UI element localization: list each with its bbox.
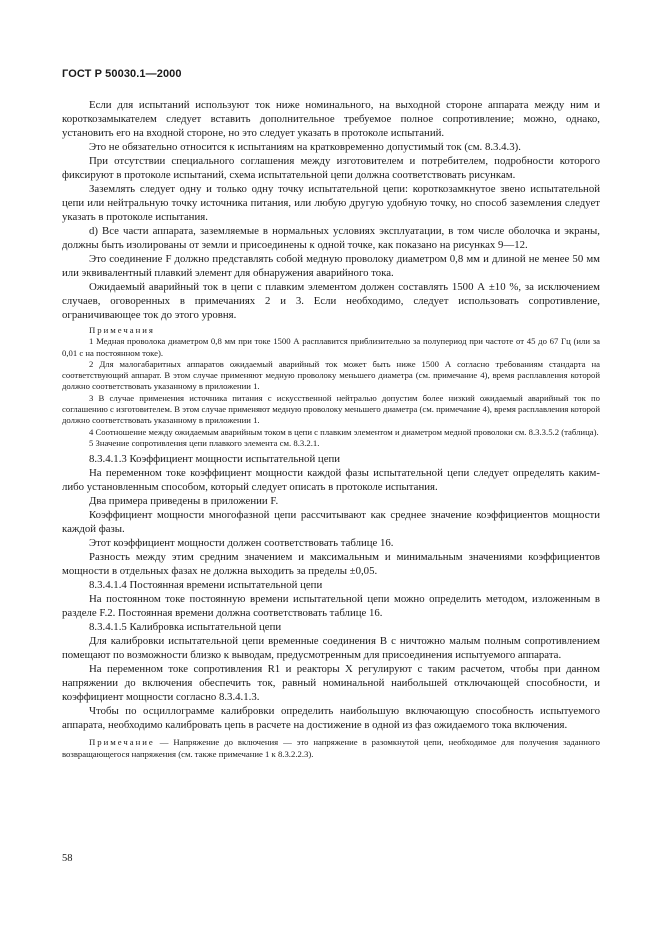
- paragraph: Ожидаемый аварийный ток в цепи с плавким элементом должен составлять 1500 А ±10 %, за исключением случаев, оговоренных в примечаниях 2 и 3. Если необходимо, следует использовать сопротивление, ограничивающее ток до этого уровня.: [62, 281, 600, 321]
- note-item: 3 В случае применения источника питания с искусственной нейтралью допустим более низкий ожидаемый аварийный ток по соглашению с изготовителем. В этом случае применяют медную проволоку меньшего диаметра (см. примечание 4), время расплавления которой должно соответствовать указанному в приложении 1.: [62, 392, 600, 426]
- document-header: ГОСТ Р 50030.1—2000: [62, 68, 182, 80]
- paragraph: На переменном токе сопротивления R1 и реакторы X регулируют с таким расчетом, чтобы при данном напряжении до включения обеспечить ток, равный номинальной наибольшей отключающей способности, и коэффициент мощности согласно 8.3.4.1.3.: [62, 663, 600, 704]
- paragraph: Разность между этим средним значением и максимальным и минимальным значениями коэффициентов мощности в отдельных фазах не должна выходить за пределы ±0,05.: [62, 551, 600, 578]
- section-heading: 8.3.4.1.5 Калибровка испытательной цепи: [89, 621, 282, 634]
- paragraph: Это не обязательно относится к испытаниям на кратковременно допустимый ток (см. 8.3.4.3).: [89, 141, 521, 153]
- paragraph: Чтобы по осциллограмме калибровки определить наибольшую включающую способность испытуемого аппарата, необходимо калибровать цепь в расчете на достижение в одной из фаз ожидаемого тока включения.: [62, 705, 600, 732]
- paragraph: При отсутствии специального соглашения между изготовителем и потребителем, подробности которого фиксируют в протоколе испытаний, схема испытательной цепи должна соответствовать рисункам.: [62, 155, 600, 181]
- note-item: 5 Значение сопротивления цепи плавкого элемента см. 8.3.2.1.: [89, 437, 320, 448]
- paragraph: Два примера приведены в приложении F.: [89, 495, 279, 508]
- note-item: 1 Медная проволока диаметром 0,8 мм при токе 1500 А расплавится приблизительно за полупериод при частоте от 45 до 67 Гц (или за 0,01 с на постоянном токе).: [62, 336, 600, 358]
- paragraph: Это соединение F должно представлять собой медную проволоку диаметром 0,8 мм и длиной не менее 50 мм или эквивалентный плавкий элемент для обнаружения аварийного тока.: [62, 253, 600, 279]
- paragraph: На переменном токе коэффициент мощности каждой фазы испытательной цепи следует определять каким-либо установленным способом, который следует описать в протоколе испытания.: [62, 467, 600, 494]
- paragraph: d) Все части аппарата, заземляемые в нормальных условиях эксплуатации, в том числе оболочка и экраны, должны быть изолированы от земли и присоединены к одной точке, как показано на рисунках 9—12.: [62, 225, 600, 251]
- page-number: 58: [62, 853, 73, 864]
- section-heading: 8.3.4.1.4 Постоянная времени испытательной цепи: [89, 579, 323, 592]
- section-heading: 8.3.4.1.3 Коэффициент мощности испытательной цепи: [89, 453, 341, 466]
- paragraph: Для калибровки испытательной цепи временные соединения В с ничтожно малым полным сопротивлением помещают по возможности близко к выводам, предусмотренным для присоединения испытуемого аппарата.: [62, 635, 600, 662]
- notes-heading: Примечания: [89, 325, 155, 335]
- final-note-label: Примечание: [89, 737, 155, 748]
- final-note-text: — Напряжение до включения — это напряжение в разомкнутой цепи, необходимое для получения заданного возвращающегося напряжения (см. также примечание 1 к 8.3.2.2.3).: [62, 737, 600, 759]
- note-item: 4 Соотношение между ожидаемым аварийным током в цепи с плавким элементом и диаметром медной проволоки см. 8.3.3.5.2 (таблица).: [89, 426, 599, 437]
- paragraph: Заземлять следует одну и только одну точку испытательной цепи: короткозамкнутое звено испытательной цепи или нейтральную точку источника питания, или любую другую удобную точку, но способ заземления следует указать в протоколе испытания.: [62, 183, 600, 223]
- paragraph: Этот коэффициент мощности должен соответствовать таблице 16.: [89, 537, 394, 550]
- final-note: [62, 737, 600, 760]
- paragraph: Коэффициент мощности многофазной цепи рассчитывают как среднее значение коэффициентов мощности каждой фазы.: [62, 509, 600, 536]
- paragraph: На постоянном токе постоянную времени испытательной цепи можно определить методом, изложенным в разделе F.2. Постоянная времени должна соответствовать таблице 16.: [62, 593, 600, 620]
- note-item: 2 Для малогабаритных аппаратов ожидаемый аварийный ток может быть ниже 1500 А согласно требованиям стандарта на соответствующий аппарат. В этом случае применяют медную проволоку меньшего диаметра (см. примечание 4), время расплавления которой должно соответствовать указанному в приложении 1.: [62, 358, 600, 392]
- paragraph: Если для испытаний используют ток ниже номинального, на выходной стороне аппарата между ним и короткозамыкателем следует вставить дополнительное требуемое полное сопротивление; можно, однако, установить его на входной стороне, но это следует указать в протоколе испытаний.: [62, 99, 600, 139]
- document-body: [62, 98, 600, 760]
